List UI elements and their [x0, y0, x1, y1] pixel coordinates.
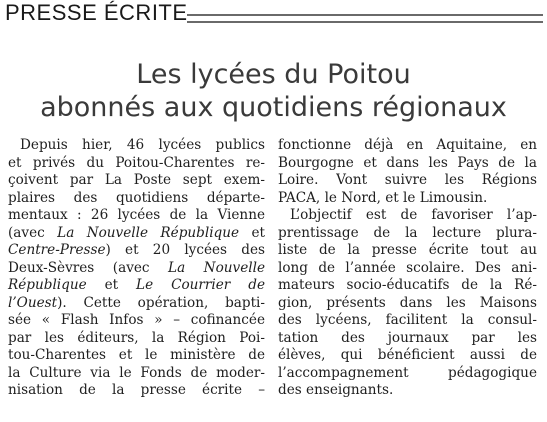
body-line: élèves, qui bénéficient aussi de — [278, 347, 537, 363]
body-line: Deux-Sèvres (avec La Nouvelle — [8, 259, 265, 276]
section-header — [0, 0, 547, 30]
body-line: par les éditeurs, la Région Poi- — [8, 329, 265, 346]
body-line: sée « Flash Infos » – cofinancée — [8, 312, 265, 328]
body-line: la Culture via le Fonds de moder- — [8, 364, 265, 381]
article-headline — [0, 58, 547, 124]
body-line: des enseignants. — [278, 382, 394, 398]
body-line: tou-Charentes et le ministère de — [8, 347, 265, 363]
body-line: des lycéens, facilitent la consul- — [278, 312, 537, 328]
article-column-left — [8, 137, 265, 400]
body-line: Loire. Vont suivre les Régions — [278, 172, 537, 188]
body-line: mentaux : 26 lycées de la Vienne — [8, 207, 265, 223]
body-line: PACA, le Nord, et le Limousin. — [278, 189, 488, 206]
section-label: PRESSE ÉCRITE — [5, 0, 188, 25]
body-line: L’objectif est de favoriser l’ap- — [290, 207, 537, 223]
body-line: prentissage de la lecture plura- — [278, 224, 537, 241]
body-line: long de l’année scolaire. Des ani- — [278, 259, 537, 276]
article-column-right — [278, 137, 537, 400]
body-line: fonctionne déjà en Aquitaine, en — [278, 137, 537, 153]
body-line: liste de la presse écrite tout au — [278, 242, 537, 258]
body-line: Depuis hier, 46 lycées publics — [20, 137, 265, 153]
body-line: et privés du Poitou-Charentes re- — [8, 154, 265, 171]
body-line: gion, présents dans les Maisons — [278, 294, 537, 311]
body-line: Bourgogne et dans les Pays de la — [278, 154, 537, 171]
body-line: l’accompagnement pédagogique — [278, 364, 537, 381]
headline-line-1: Les lycées du Poitou — [136, 59, 411, 90]
body-line: l’Ouest). Cette opération, bapti- — [8, 294, 265, 311]
headline-line-2: abonnés aux quotidiens régionaux — [40, 92, 507, 123]
section-divider — [187, 14, 543, 23]
body-line: République et Le Courrier de — [8, 277, 265, 293]
body-line: (avec La Nouvelle République et — [8, 224, 265, 241]
body-line: nisation de la presse écrite – — [8, 382, 265, 398]
body-line: tation des journaux par les — [278, 329, 537, 346]
body-line: mateurs socio-éducatifs de la Ré- — [278, 277, 537, 293]
body-line: plaires des quotidiens départe- — [8, 189, 265, 206]
body-line: Centre-Presse) et 20 lycées des — [8, 242, 265, 258]
body-line: çoivent par La Poste sept exem- — [8, 172, 265, 188]
